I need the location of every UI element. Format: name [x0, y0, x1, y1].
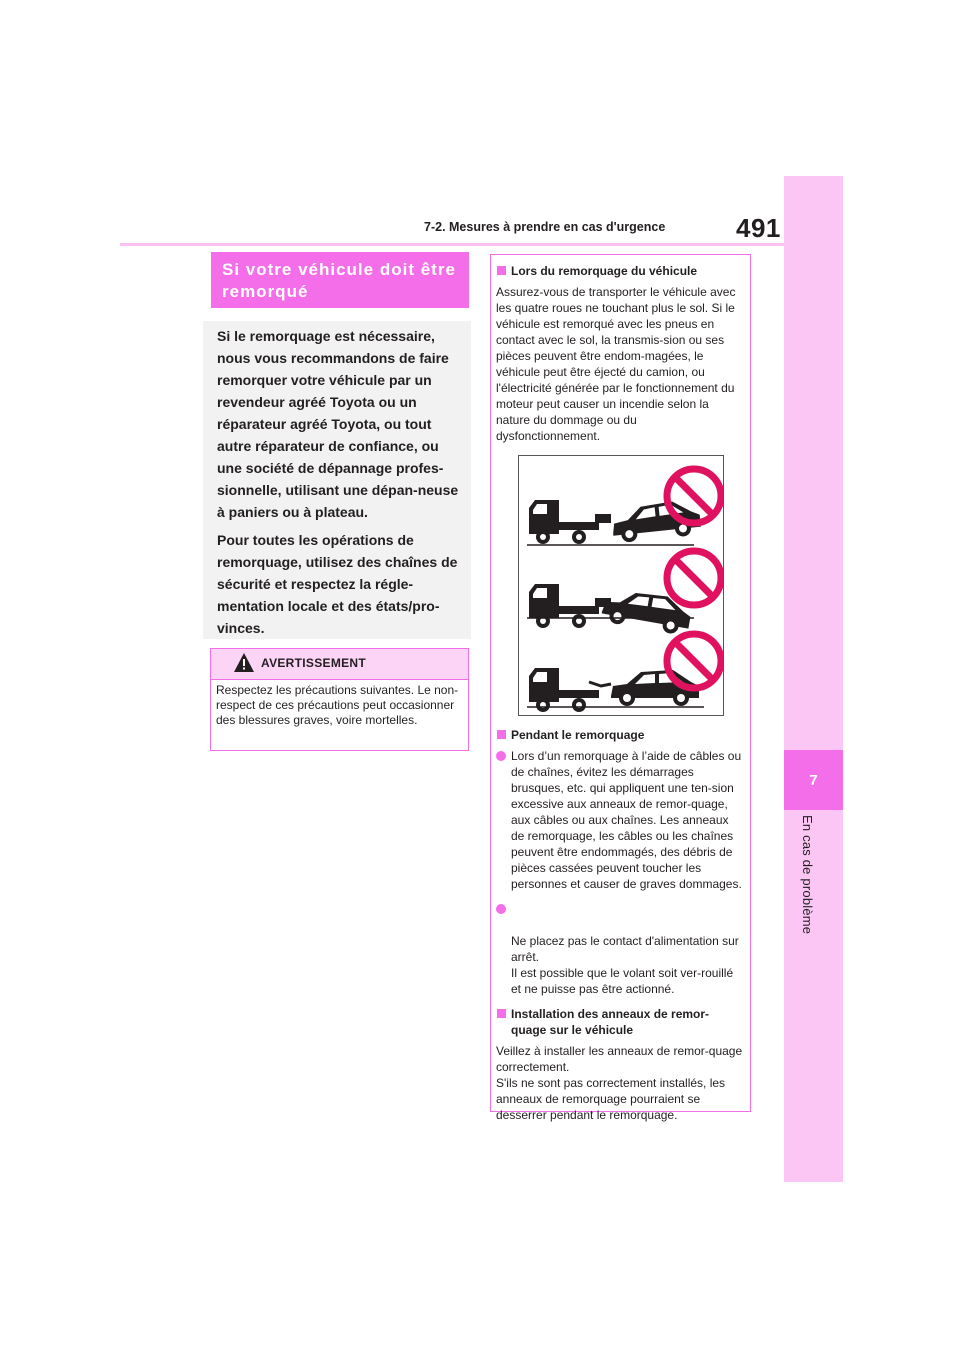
section-text: Veillez à installer les anneaux de remor-quage correctement. S'ils ne sont pas correctement installés, les anneaux de remorquage pourraient se desserrer pendant le remorquage. [496, 1044, 743, 1122]
prohibited-sign-icon [667, 634, 721, 688]
prohibited-sign-icon [667, 551, 721, 605]
towing-illustration-svg [519, 456, 723, 715]
topic-title: Si votre véhicule doit être remorqué [211, 252, 469, 308]
list-item: Ne placez pas le contact d'alimentation sur arrêt. Il est possible que le volant soit ver-rouillé et ne puisse pas être actionné. [496, 901, 744, 997]
warning-divider [211, 679, 468, 680]
list-item: Lors d’un remorquage à l’aide de câbles ou de chaînes, évitez les démarrages brusques, etc. qui appliquent une ten-sion excessive aux anneaux de remor-quage, aux câbles ou aux chaînes. Les anneaux de remorquage, les câbles ou les chaînes peuvent être endommagés, des débris de pièces cassées peuvent toucher les personnes et causer de graves dommages. [496, 748, 744, 892]
square-bullet-icon [497, 1009, 506, 1018]
intro-paragraph: Si le remorquage est nécessaire, nous vous recommandons de faire remorquer votre véhicule par un revendeur agréé Toyota ou un réparateur agréé Toyota, ou tout autre réparateur de confiance, ou une société de dépannage profes-sionnelle, utilisant une dépan-neuse à paniers ou à plateau. [217, 328, 459, 520]
intro-box [203, 321, 471, 639]
towing-illustration [518, 455, 724, 716]
chapter-side-tab [784, 176, 843, 1182]
square-bullet-icon [497, 730, 506, 739]
section-title: 7-2. Mesures à prendre en cas d'urgence [424, 220, 666, 234]
warning-text: Respectez les précautions suivantes. Le non-respect de ces précautions peut occasionner des blessures graves, voire mortelles. [216, 683, 459, 727]
intro-paragraph: Pour toutes les opérations de remorquage, utilisez des chaînes de sécurité et respectez la régle-mentation locale et des états/pro-vinces. [217, 532, 458, 636]
warning-triangle-icon [233, 652, 255, 679]
warning-box [210, 648, 469, 751]
section-heading: Pendant le remorquage [496, 727, 744, 743]
chapter-label: En cas de problème [800, 815, 815, 935]
warning-label: AVERTISSEMENT [261, 656, 367, 670]
section-heading: Installation des anneaux de remor-quage sur le véhicule [496, 1006, 744, 1038]
car-icon [600, 586, 693, 637]
circle-bullet-icon [496, 751, 506, 761]
section-text: Assurez-vous de transporter le véhicule avec les quatre roues ne touchant plus le sol. Si le véhicule est remorqué avec les pneus en contact avec le sol, la transmis-sion ou ses pièces peuvent être endom-magées, le véhicule peut être éjecté du camion, ou l'électricité générée par le fonctionnement du moteur peut causer un incendie selon la nature du dommage ou du dysfonctionnement. [496, 285, 736, 443]
circle-bullet-icon [496, 904, 506, 914]
square-bullet-icon [497, 266, 506, 275]
header-divider [120, 243, 784, 246]
tow-truck-icon [529, 668, 599, 712]
tow-truck-icon [529, 500, 599, 544]
section-heading: Lors du remorquage du véhicule [496, 263, 744, 279]
page-number: 491 [736, 213, 781, 243]
tow-truck-icon [529, 584, 599, 628]
chapter-number: 7 [784, 750, 843, 810]
